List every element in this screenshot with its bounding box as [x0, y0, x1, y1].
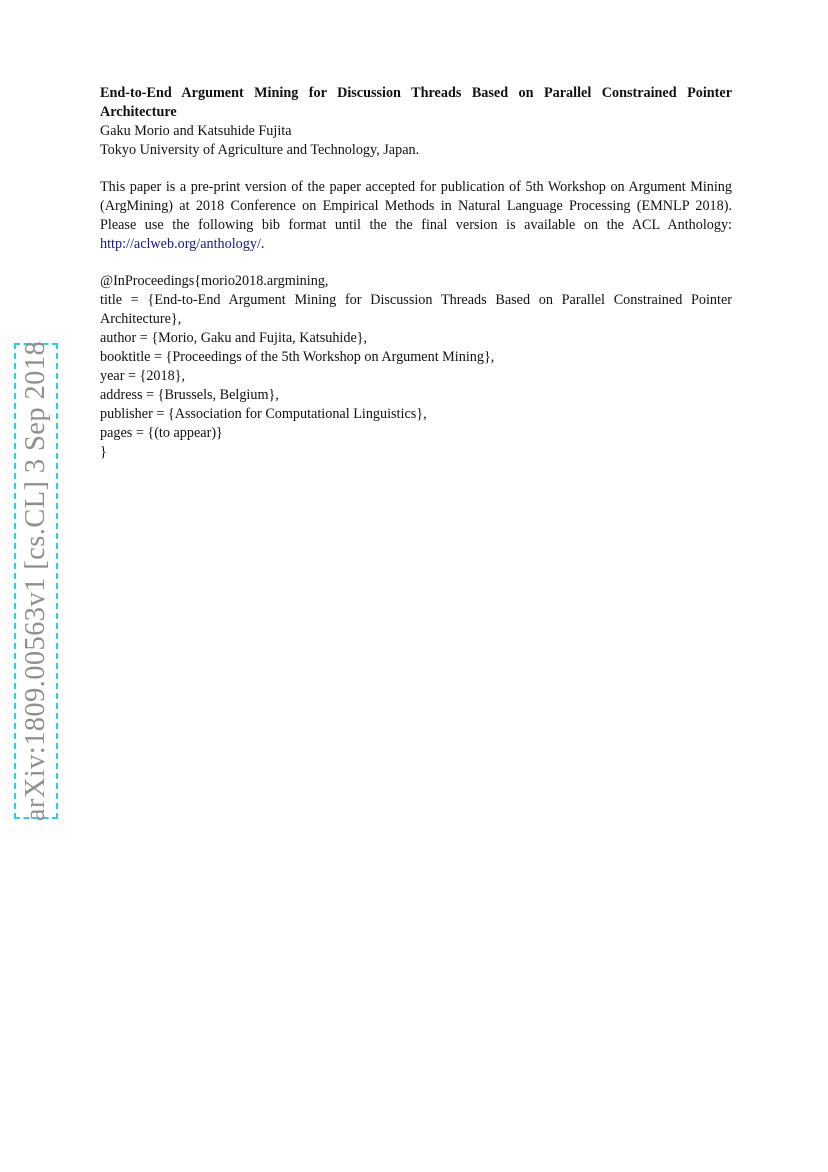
bibtex-title: title = {End-to-End Argument Mining for Discussion Threads Based on Parallel Constrained Pointer Architecture}, — [100, 292, 732, 327]
acl-anthology-link[interactable]: http://aclweb.org/anthology/ — [100, 236, 261, 252]
bibtex-author: author = {Morio, Gaku and Fujita, Katsuhide}, — [100, 330, 368, 346]
bibtex-entry: @InProceedings{morio2018.argmining, — [100, 273, 329, 289]
bibtex-address: address = {Brussels, Belgium}, — [100, 387, 279, 403]
document-body — [100, 84, 732, 462]
paper-affiliation: Tokyo University of Agriculture and Technology, Japan. — [100, 142, 420, 158]
preprint-notice-text: This paper is a pre-print version of the paper accepted for publication of 5th Workshop on Argument Mining (ArgMining) at 2018 Conference on Empirical Methods in Natural Language Processing (EMNLP 2018). Please use the following bib format until the the final version is available on the ACL Anthology: — [100, 179, 732, 233]
preprint-notice — [100, 178, 732, 254]
arxiv-identifier: arXiv:1809.00563v1 [cs.CL] 3 Sep 2018 — [20, 340, 51, 822]
bibtex-year: year = {2018}, — [100, 368, 186, 384]
bibtex-booktitle: booktitle = {Proceedings of the 5th Workshop on Argument Mining}, — [100, 349, 495, 365]
bibtex-pages: pages = {(to appear)} — [100, 425, 223, 441]
bibtex-block — [100, 272, 732, 462]
preprint-notice-suffix: . — [260, 236, 265, 252]
paper-authors: Gaku Morio and Katsuhide Fujita — [100, 123, 292, 139]
bibtex-publisher: publisher = {Association for Computational Linguistics}, — [100, 406, 427, 422]
paper-title: End-to-End Argument Mining for Discussion Threads Based on Parallel Constrained Pointer Architecture — [100, 85, 732, 120]
bibtex-close: } — [100, 444, 107, 460]
